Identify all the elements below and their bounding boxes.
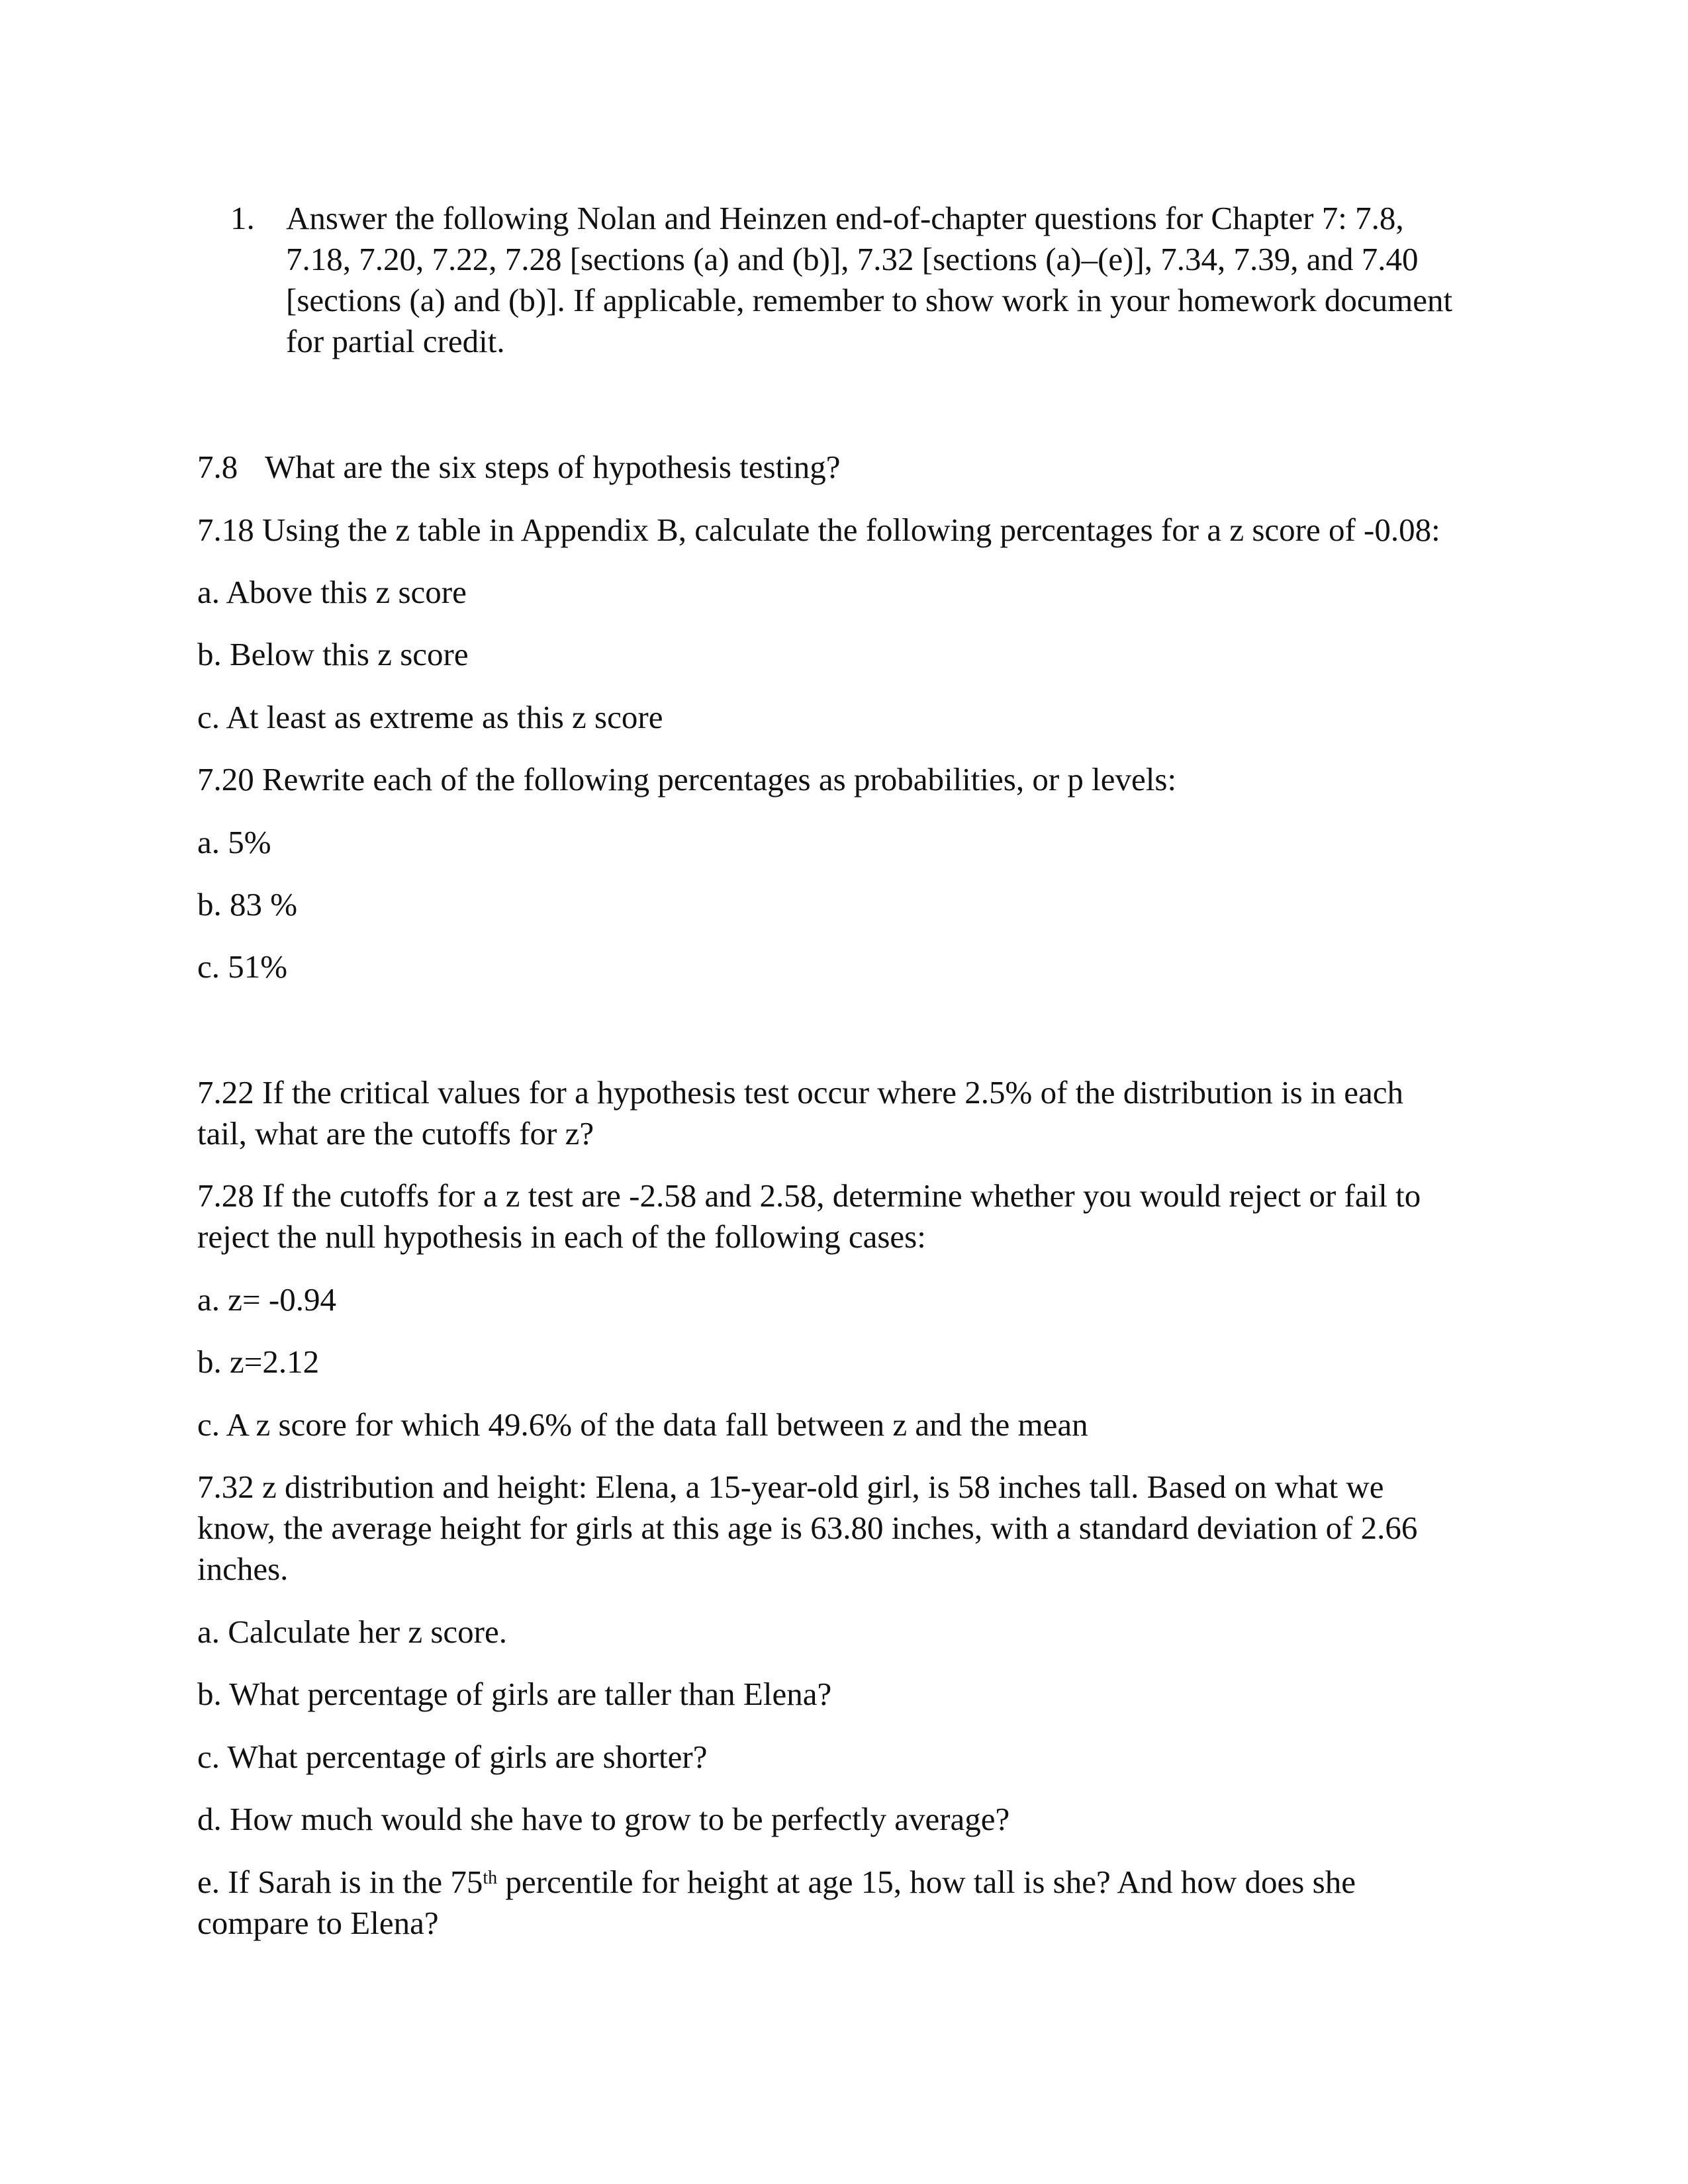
ordinal-suffix: th: [483, 1868, 498, 1888]
question-7-32-line: 7.32 z distribution and height: Elena, a 15-year-old girl, is 58 inches tall. Based on what we: [197, 1469, 1384, 1505]
intro-line: Answer the following Nolan and Heinzen end-of-chapter questions for Chapter 7: 7.8,: [286, 200, 1404, 236]
question-7-20-part-c: c. 51%: [197, 948, 288, 985]
intro-line: 7.18, 7.20, 7.22, 7.28 [sections (a) and (b)], 7.32 [sections (a)–(e)], 7.34, 7.39, and 7.40: [286, 241, 1419, 277]
question-7-32-part-e: [197, 1862, 1356, 1903]
intro-instructions: [286, 198, 1477, 362]
question-7-28-part-c: c. A z score for which 49.6% of the data fall between z and the mean: [197, 1406, 1088, 1443]
intro-line: for partial credit.: [286, 323, 505, 359]
question-7-32-part-c: c. What percentage of girls are shorter?: [197, 1739, 708, 1775]
question-7-32-part-a: a. Calculate her z score.: [197, 1614, 507, 1650]
question-7-28-part-a: a. z= -0.94: [197, 1281, 336, 1318]
question-7-20-part-a: a. 5%: [197, 824, 271, 860]
intro-list-number: 1.: [230, 200, 255, 236]
question-7-8-number: 7.8: [197, 449, 238, 485]
question-7-22-line: 7.22 If the critical values for a hypothesis test occur where 2.5% of the distribution is in each: [197, 1074, 1403, 1111]
question-7-32-line: know, the average height for girls at this age is 63.80 inches, with a standard deviation of 2.66: [197, 1510, 1418, 1546]
question-7-28-line: 7.28 If the cutoffs for a z test are -2.58 and 2.58, determine whether you would reject or fail to: [197, 1177, 1421, 1214]
question-7-18-part-c: c. At least as extreme as this z score: [197, 699, 663, 735]
question-7-18-part-b: b. Below this z score: [197, 636, 469, 672]
question-7-8-text: What are the six steps of hypothesis testing?: [265, 449, 841, 485]
question-7-20-stem: 7.20 Rewrite each of the following percentages as probabilities, or p levels:: [197, 761, 1177, 797]
question-7-28-line: reject the null hypothesis in each of the following cases:: [197, 1218, 926, 1255]
question-7-32-line: inches.: [197, 1551, 289, 1587]
question-7-20-part-b: b. 83 %: [197, 886, 298, 923]
question-7-18-part-a: a. Above this z score: [197, 574, 467, 610]
question-7-32-part-e-continued: compare to Elena?: [197, 1905, 439, 1941]
part-e-text-end: percentile for height at age 15, how tall is she? And how does she: [497, 1864, 1356, 1900]
question-7-22-line: tail, what are the cutoffs for z?: [197, 1115, 594, 1152]
question-7-18-stem: 7.18 Using the z table in Appendix B, calculate the following percentages for a z score of -0.08:: [197, 512, 1440, 548]
question-7-28-part-b: b. z=2.12: [197, 1343, 320, 1380]
part-e-text-start: e. If Sarah is in the 75: [197, 1864, 483, 1900]
question-7-32-part-d: d. How much would she have to grow to be perfectly average?: [197, 1801, 1010, 1837]
question-7-32-part-b: b. What percentage of girls are taller than Elena?: [197, 1676, 832, 1712]
intro-line: [sections (a) and (b)]. If applicable, remember to show work in your homework document: [286, 282, 1453, 318]
